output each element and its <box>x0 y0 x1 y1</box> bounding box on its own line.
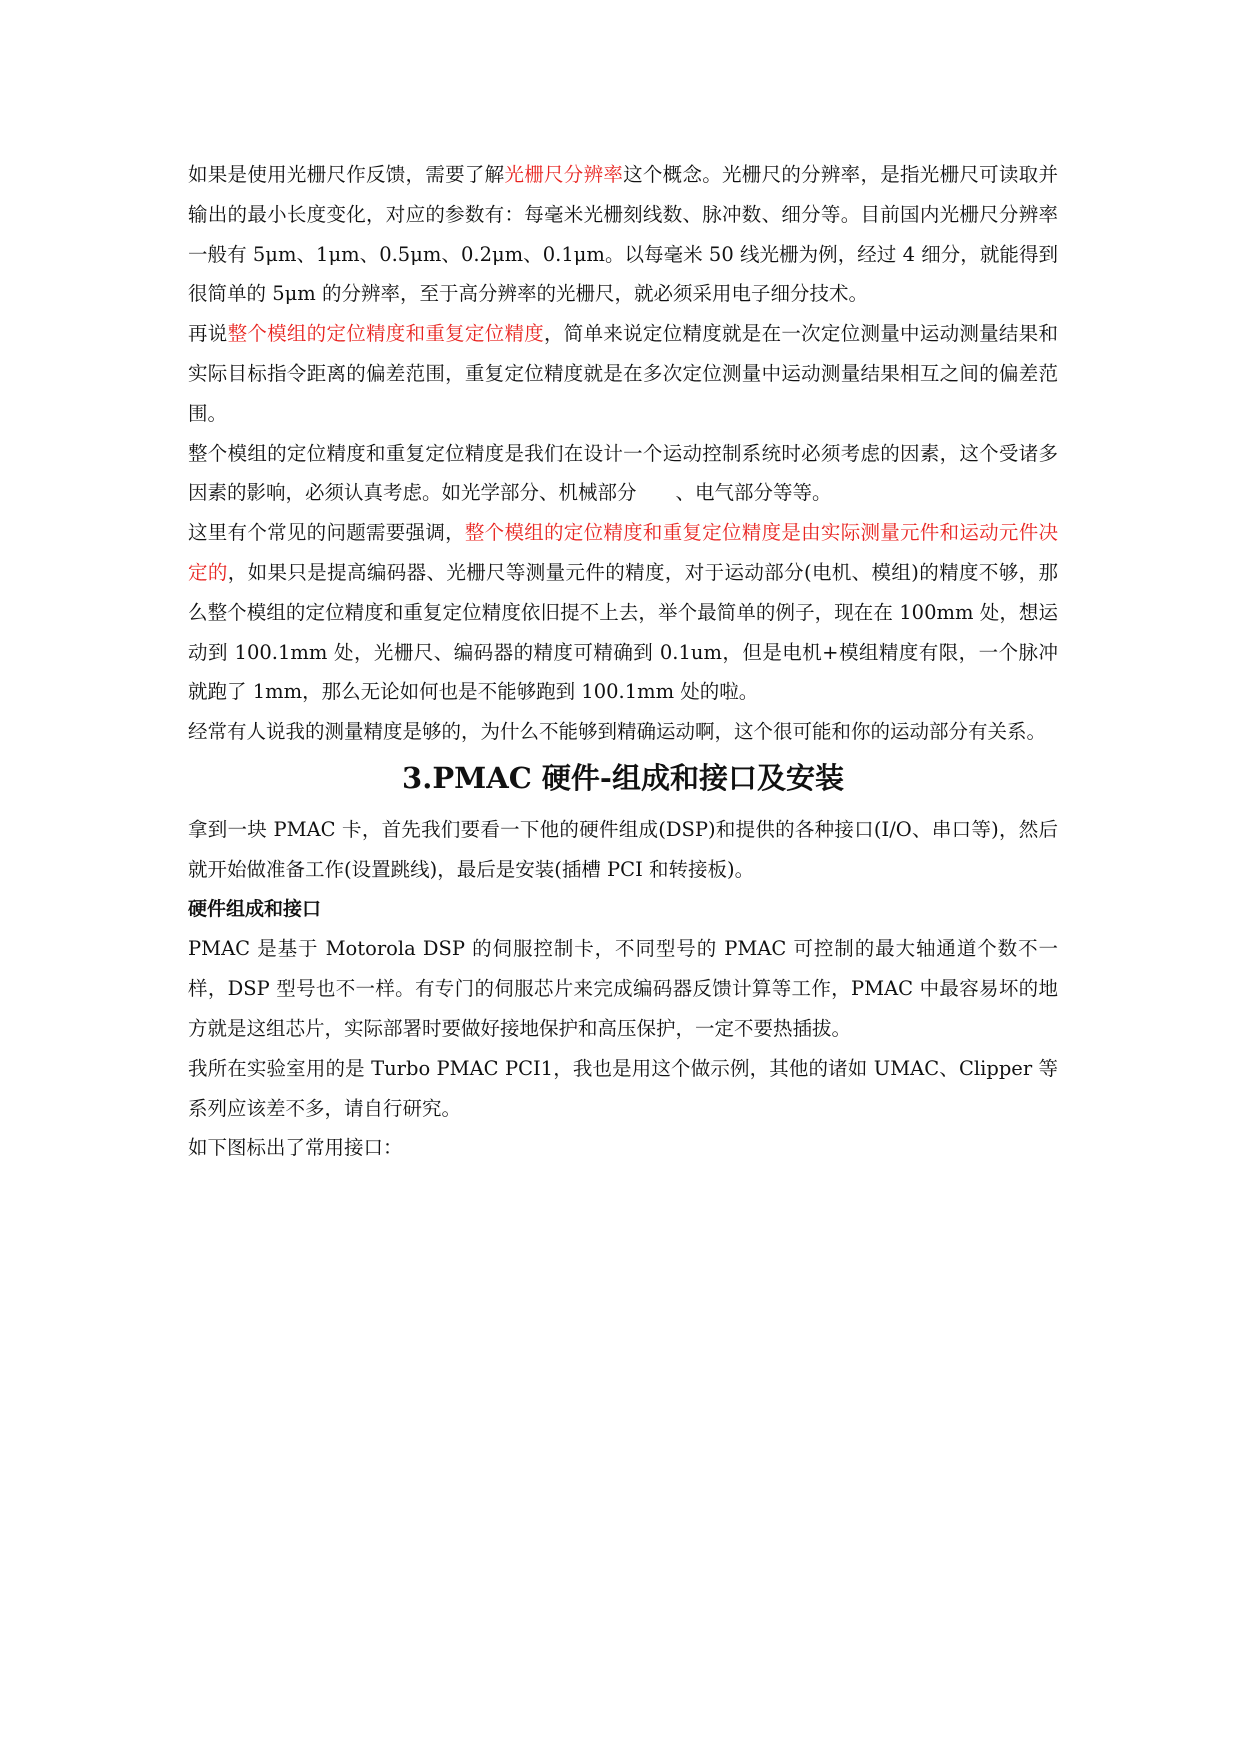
paragraph-lab-card: 我所在实验室用的是 Turbo PMAC PCI1，我也是用这个做示例，其他的诸如 UMAC、Clipper 等系列应该差不多，请自行研究。 <box>188 1056 1058 1120</box>
paragraph-common-problem <box>188 513 1058 712</box>
paragraph-figure-intro: 如下图标出了常用接口： <box>188 1136 403 1160</box>
paragraph-design-factors: 整个模组的定位精度和重复定位精度是我们在设计一个运动控制系统时必须考虑的因素，这个受诸多因素的影响，必须认真考虑。如光学部分、机械部分 、电气部分等等。 <box>188 441 1058 505</box>
paragraph-pmac-dsp: PMAC 是基于 Motorola DSP 的伺服控制卡，不同型号的 PMAC 可控制的最大轴通道个数不一样，DSP 型号也不一样。有专门的伺服芯片来完成编码器反馈计算等工作，PMAC 中最容易坏的地方就是这组芯片，实际部署时要做好接地保护和高压保护，一定不要热插拔。 <box>188 937 1058 1040</box>
document-page <box>188 155 1058 1168</box>
subheading-hardware-interfaces: 硬件组成和接口 <box>188 897 322 920</box>
highlight-grating-resolution: 光栅尺分辨率 <box>504 163 624 186</box>
highlight-positioning-accuracy: 整个模组的定位精度和重复定位精度 <box>227 322 545 346</box>
text-segment: 这里有个常见的问题需要强调， <box>188 521 465 545</box>
text-segment: 如果是使用光栅尺作反馈，需要了解 <box>188 163 505 186</box>
paragraph-pmac-intro: 拿到一块 PMAC 卡，首先我们要看一下他的硬件组成(DSP)和提供的各种接口(I/O、串口等)，然后就开始做准备工作(设置跳线)，最后是安装(插槽 PCI 和转接板)。 <box>188 817 1058 881</box>
paragraph-measurement-question: 经常有人说我的测量精度是够的，为什么不能够到精确运动啊，这个很可能和你的运动部分有关系。 <box>188 720 1047 744</box>
text-segment: 这个概念。光栅尺的分辨率，是指光栅尺可读取并输出的最小长度变化，对应的参数有：每毫米光栅刻线数、脉冲数、细分等。目前国内光栅尺分辨率一般有 5μm、1μm、0.5μm、0.2μm、0.1μm。以每毫米 50 线光栅为例，经过 4 细分，就能得到很简单的 5μm 的分辨率，至于高分辨率的光栅尺，就必须采用电子细分技术。 <box>188 163 1058 306</box>
text-segment: ，如果只是提高编码器、光栅尺等测量元件的精度，对于运动部分(电机、模组)的精度不够，那么整个模组的定位精度和重复定位精度依旧提不上去，举个最简单的例子，现在在 100mm 处，想运动到 100.1mm 处，光栅尺、编码器的精度可精确到 0.1um，但是电机+模组精度有限，一个脉冲就跑了 1mm，那么无论如何也是不能够跑到 100.1mm 处的啦。 <box>188 560 1058 704</box>
text-segment: ，简单来说定位精度就是在一次定位测量中运动测量结果和实际目标指令距离的偏差范围，重复定位精度就是在多次定位测量中运动测量结果相互之间的偏差范围。 <box>188 322 1058 425</box>
section-heading-pmac-hardware: 3.PMAC 硬件-组成和接口及安装 <box>402 760 844 795</box>
paragraph-positioning-accuracy <box>188 314 1058 433</box>
paragraph-grating-resolution <box>188 155 1058 314</box>
highlight-accuracy-determined: 整个模组的定位精度和重复定位精度是由实际测量元件和运动元件决定的 <box>188 521 1058 584</box>
text-segment: 再说 <box>188 322 228 346</box>
